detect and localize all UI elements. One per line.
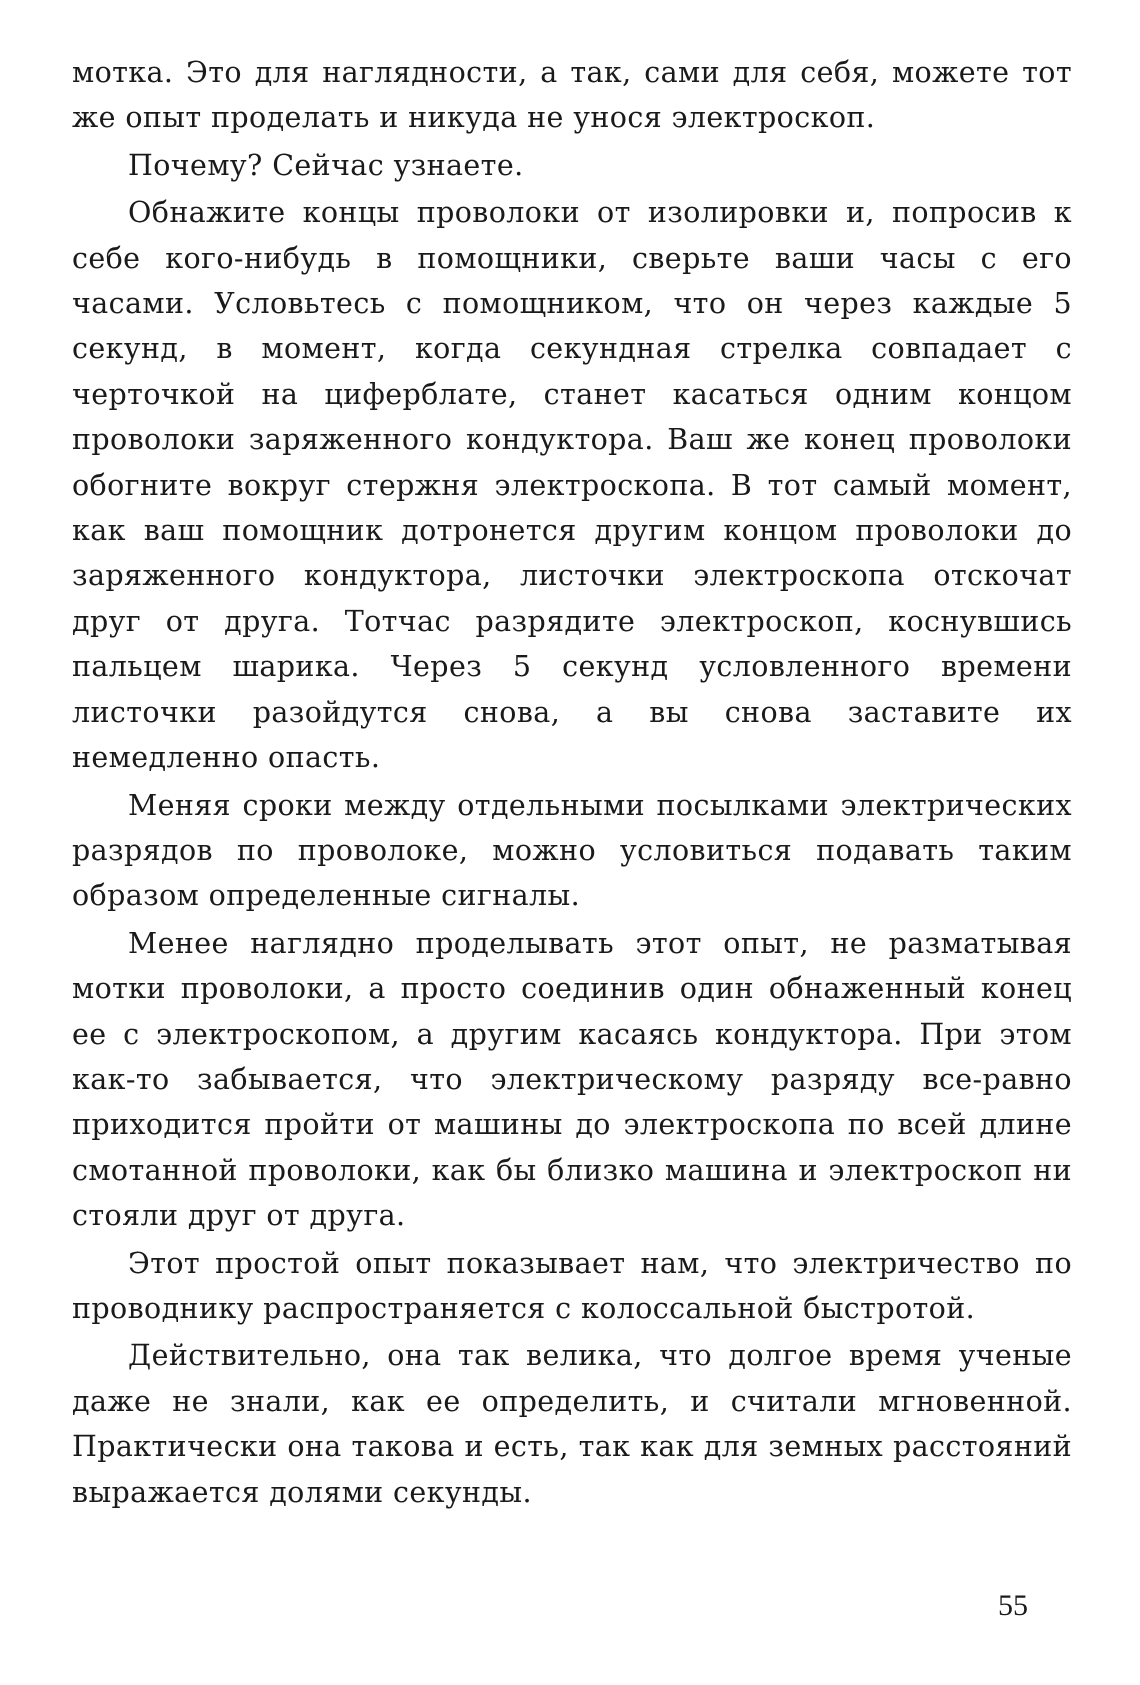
book-page <box>72 50 1072 1650</box>
paragraph: Действительно, она так велика, что долгое время ученые даже не знали, как ее определить, и считали мгновенной. Практически она такова и есть, так как для земных расстояний выражается долями секунды. <box>72 1339 1072 1509</box>
paragraph: Менее наглядно проделывать этот опыт, не разматывая мотки проволоки, а просто соединив один обнаженный конец ее с электроскопом, а другим касаясь кондуктора. При этом как-то забывается, что электрическому разряду все-равно приходится пройти от машины до электроскопа по всей длине смотанной проволоки, как бы близко машина и электроскоп ни стояли друг от друга. <box>72 926 1072 1233</box>
paragraph: Обнажите концы проволоки от изолировки и, попросив к себе кого-нибудь в помощники, сверьте ваши часы с его часами. Условьтесь с помощником, что он через каждые 5 секунд, в момент, когда секундная стрелка совпадает с черточкой на циферблате, станет касаться одним концом проволоки заряженного кондуктора. Ваш же конец проволоки обогните вокруг стержня электроскопа. В тот самый момент, как ваш помощник дотронется другим концом проволоки до заряженного кондуктора, листочки электроскопа отскочат друг от друга. Тотчас разрядите электроскоп, коснувшись пальцем шарика. Через 5 секунд условленного времени листочки разойдутся снова, а вы снова заставите их немедленно опасть. <box>72 196 1072 775</box>
paragraph: Почему? Сейчас узнаете. <box>128 148 524 182</box>
paragraph-continuation: мотка. Это для наглядности, а так, сами для себя, можете тот же опыт проделать и никуда не унося электроскоп. <box>72 56 1072 135</box>
paragraph: Меняя сроки между отдельными посылками электрических разрядов по проволоке, можно условиться подавать таким образом определенные сигналы. <box>72 788 1072 913</box>
page-number: 55 <box>998 1589 1028 1622</box>
paragraph: Этот простой опыт показывает нам, что электричество по проводнику распространяется с колоссальной быстротой. <box>72 1246 1072 1325</box>
